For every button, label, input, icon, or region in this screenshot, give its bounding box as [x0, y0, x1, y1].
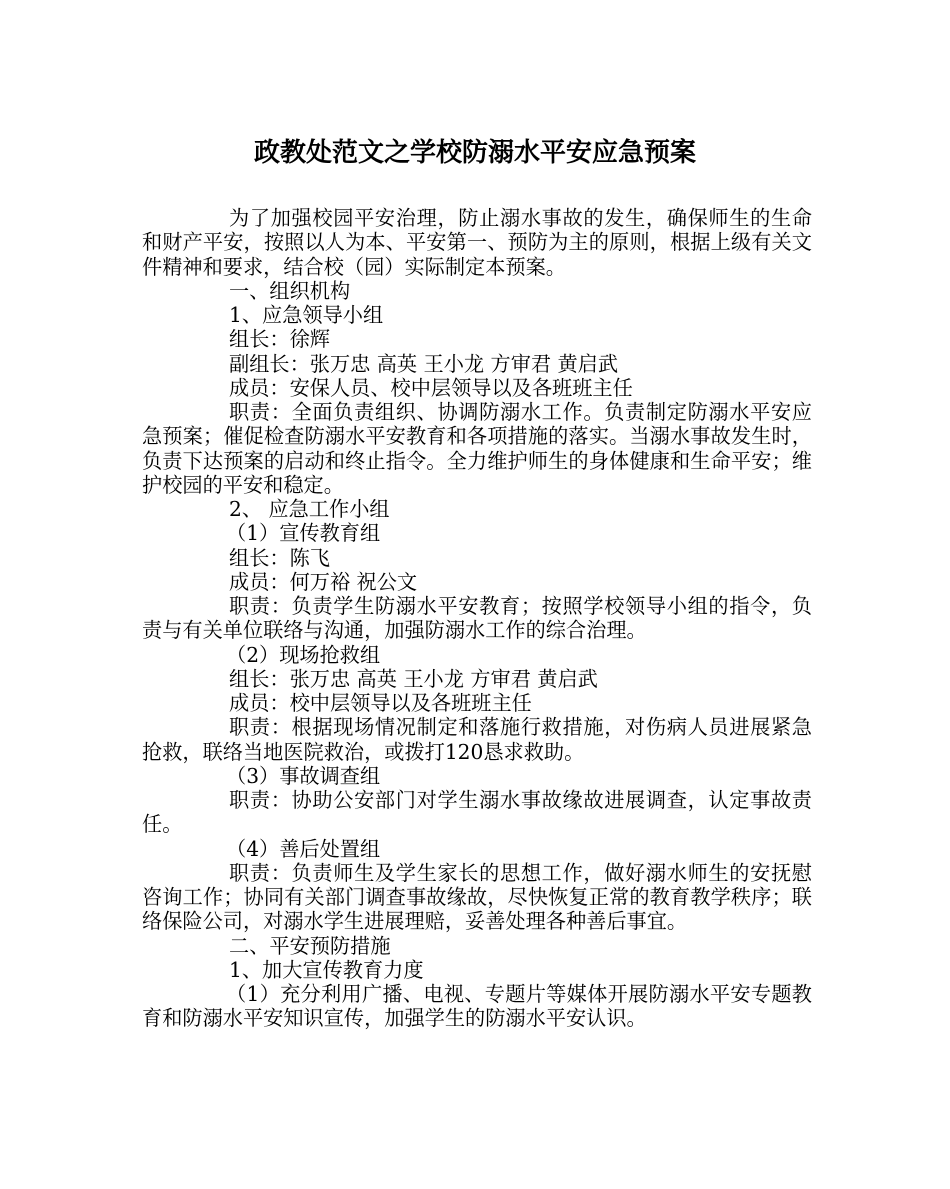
duties-paragraph: 职责：协助公安部门对学生溺水事故缘故进展调查，认定事故责任。	[142, 788, 812, 837]
leader-line: 组长：张万忠 高英 王小龙 方审君 黄启武	[229, 666, 598, 691]
section-heading-prevention: 二、平安预防措施	[229, 933, 391, 958]
duties-paragraph: 职责：负责师生及学生家长的思想工作，做好溺水师生的安抚慰咨询工作；协同有关部门调查事故缘故，尽快恢复正常的教育教学秩序；联络保险公司，对溺水学生进展理赔，妥善处理各种善后事宜。	[142, 860, 812, 934]
group-heading-aftermath: （4）善后处置组	[226, 836, 381, 861]
members-line: 成员：何万裕 祝公文	[229, 569, 418, 594]
leader-line: 组长：徐辉	[229, 327, 330, 352]
group-heading-publicity: （1）宣传教育组	[226, 521, 381, 546]
intro-paragraph: 为了加强校园平安治理，防止溺水事故的发生，确保师生的生命和财产平安，按照以人为本、平安第一、预防为主的原则，根据上级有关文件精神和要求，结合校（园）实际制定本预案。	[142, 206, 812, 279]
duties-paragraph: 职责：根据现场情况制定和落施行救措施，对伤病人员进展紧急抢救，联络当地医院救治，或拨打120恳求救助。	[142, 715, 812, 764]
deputy-leader-line: 副组长：张万忠 高英 王小龙 方审君 黄启武	[229, 351, 619, 376]
measure-paragraph: （1）充分利用广播、电视、专题片等媒体开展防溺水平安专题教育和防溺水平安知识宣传，加强学生的防溺水平安认识。	[142, 982, 812, 1031]
subsection-heading-publicity-effort: 1、加大宣传教育力度	[229, 957, 424, 982]
leader-line: 组长：陈飞	[229, 545, 330, 570]
group-heading-rescue: （2）现场抢救组	[226, 642, 381, 667]
group-heading-investigation: （3）事故调查组	[226, 763, 381, 788]
subsection-heading-leadership-group: 1、应急领导小组	[229, 303, 384, 327]
duties-paragraph: 职责：负责学生防溺水平安教育；按照学校领导小组的指令，负责与有关单位联络与沟通，加强防溺水工作的综合治理。	[142, 594, 812, 643]
section-heading-organization: 一、组织机构	[229, 278, 351, 303]
members-line: 成员：校中层领导以及各班班主任	[229, 691, 532, 715]
document-body	[142, 206, 812, 1031]
duties-paragraph: 职责：全面负责组织、协调防溺水工作。负责制定防溺水平安应急预案；催促检查防溺水平安教育和各项措施的落实。当溺水事故发生时，负责下达预案的启动和终止指令。全力维护师生的身体健康和生命平安；维护校园的平安和稳定。	[142, 400, 812, 497]
document-title: 政教处范文之学校防溺水平安应急预案	[253, 138, 696, 168]
members-line: 成员：安保人员、校中层领导以及各班班主任	[229, 375, 633, 400]
subsection-heading-work-group: 2、 应急工作小组	[229, 497, 390, 521]
